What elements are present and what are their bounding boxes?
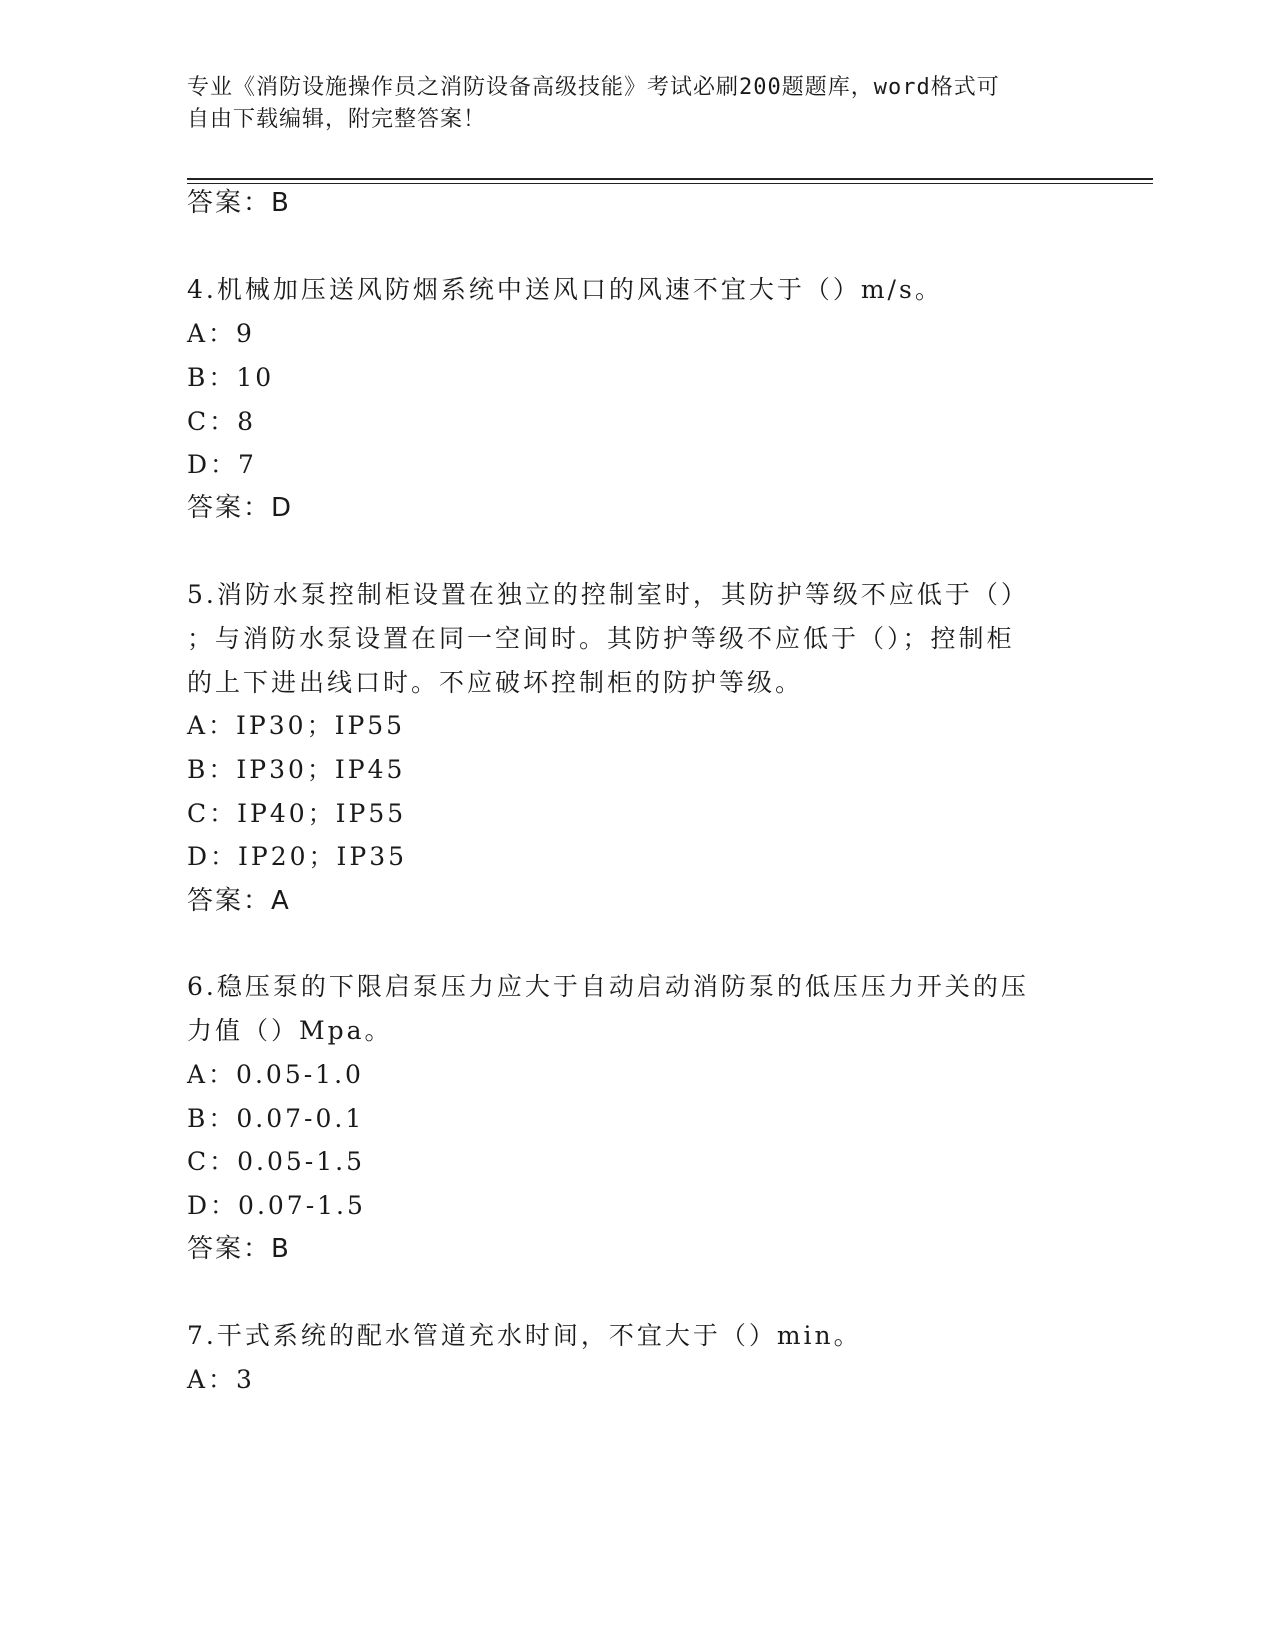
header-rule-thick — [187, 178, 1153, 180]
previous-answer: 答案：B — [187, 188, 291, 218]
question-5-answer: 答案：A — [187, 886, 291, 916]
header-rule-thin — [187, 183, 1153, 184]
question-5-option-d: D：IP20；IP35 — [187, 842, 408, 871]
question-7-stem-line-1: 7.干式系统的配水管道充水时间，不宜大于（）min。 — [187, 1321, 862, 1350]
question-4-option-b: B：10 — [187, 363, 275, 392]
question-6-option-a: A：0.05-1.0 — [187, 1060, 364, 1089]
question-4-option-d: D：7 — [187, 450, 257, 479]
question-4-stem-line-1: 4.机械加压送风防烟系统中送风口的风速不宜大于（）m/s。 — [187, 275, 943, 304]
question-6-option-b: B：0.07-0.1 — [187, 1104, 365, 1133]
document-header — [187, 72, 1067, 136]
question-4-option-c: C：8 — [187, 407, 257, 436]
question-6-stem-line-2: 力值（）Mpa。 — [187, 1016, 393, 1045]
header-line-2: 自由下载编辑，附完整答案！ — [187, 107, 487, 132]
question-6-answer: 答案：B — [187, 1234, 291, 1264]
header-line-1: 专业《消防设施操作员之消防设备高级技能》考试必刷200题题库，word格式可 — [187, 75, 1000, 100]
question-5-option-a: A：IP30；IP55 — [187, 711, 406, 740]
question-5-stem-line-2: ；与消防水泵设置在同一空间时。其防护等级不应低于（）；控制柜 — [187, 624, 1015, 653]
question-5-stem-line-3: 的上下进出线口时。不应破坏控制柜的防护等级。 — [187, 668, 804, 697]
question-7-option-a: A：3 — [187, 1365, 255, 1394]
question-5-option-c: C：IP40；IP55 — [187, 799, 407, 828]
question-5-stem-line-1: 5.消防水泵控制柜设置在独立的控制室时，其防护等级不应低于（） — [187, 580, 1029, 609]
question-6-option-d: D：0.07-1.5 — [187, 1191, 366, 1220]
question-4-answer: 答案：D — [187, 493, 294, 523]
question-4-option-a: A：9 — [187, 319, 255, 348]
question-6-stem-line-1: 6.稳压泵的下限启泵压力应大于自动启动消防泵的低压压力开关的压 — [187, 972, 1029, 1001]
question-6-option-c: C：0.05-1.5 — [187, 1147, 365, 1176]
question-5-option-b: B：IP30；IP45 — [187, 755, 406, 784]
